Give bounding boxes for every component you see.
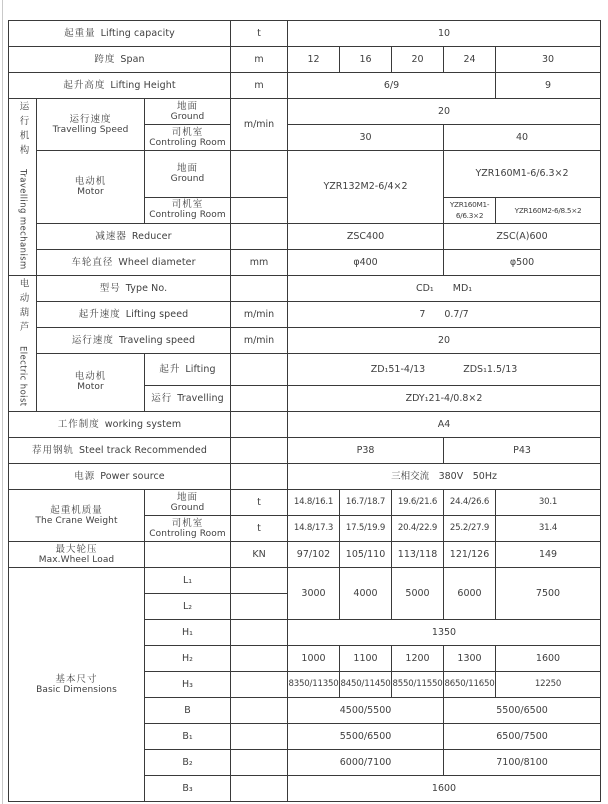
hoist-motor-label-zh: 电动机	[74, 371, 107, 383]
steel-track-value-left: P38	[288, 438, 444, 464]
reducer-label-en: Reducer	[131, 230, 172, 242]
travelling-speed-unit: m/min	[231, 99, 288, 151]
dim-l1-unit-empty	[231, 568, 288, 594]
row-span	[9, 47, 601, 73]
travel-motor-label	[37, 151, 145, 224]
hoist-motor-lifting-sublabel	[145, 353, 231, 386]
crane-weight-cab-value-5: 31.4	[496, 516, 601, 542]
electric-hoist-group-label	[9, 275, 37, 412]
ground-label-en: Ground	[170, 173, 205, 184]
lifting-capacity-value: 10	[288, 21, 601, 47]
dim-b-unit-empty	[231, 698, 288, 724]
dim-b2-value-right: 7100/8100	[444, 750, 601, 776]
reducer-value-right: ZSC(A)600	[444, 223, 601, 249]
hoist-travel-speed-value: 20	[288, 327, 601, 353]
dim-b2-unit-empty	[231, 750, 288, 776]
dim-b3-label: B₃	[145, 776, 231, 802]
dim-h1-value: 1350	[288, 620, 601, 646]
working-system-label-zh: 工作制度	[57, 419, 100, 431]
max-wheel-load-unit: KN	[231, 542, 288, 568]
crane-weight-cab-value-4: 25.2/27.9	[444, 516, 496, 542]
ground-label-en: Ground	[170, 502, 205, 513]
dim-h3-value-5: 12250	[496, 672, 601, 698]
steel-track-label-zh: 荐用钢轨	[32, 445, 75, 457]
controlling-room-label-zh: 司机室	[171, 199, 204, 211]
row-hoist-motor-lifting	[9, 353, 601, 386]
span-label-en: Span	[120, 54, 145, 65]
crane-weight-ground-value-4: 24.4/26.6	[444, 490, 496, 516]
dim-b3-unit-empty	[231, 776, 288, 802]
dim-h3-value-4: 8650/11650	[444, 672, 496, 698]
travel-motor-value-right-bottom-2: YZR160M2-6/8.5×2	[496, 197, 601, 223]
travel-motor-cab-sublabel	[145, 197, 231, 223]
power-source-value: 三相交流 380V 50Hz	[288, 464, 601, 490]
hoist-lifting-speed-label	[37, 301, 231, 327]
span-value-2: 16	[340, 47, 392, 73]
hoist-lifting-speed-unit: m/min	[231, 301, 288, 327]
hoist-travelling-sublabel-en: Travelling	[177, 393, 224, 405]
row-reducer	[9, 223, 601, 249]
crane-weight-cab-value-2: 17.5/19.9	[340, 516, 392, 542]
lifting-height-value-last: 9	[496, 73, 601, 99]
max-wheel-load-value-5: 149	[496, 542, 601, 568]
max-wheel-load-value-4: 121/126	[444, 542, 496, 568]
hoist-motor-travelling-sublabel	[145, 386, 231, 412]
reducer-value-left: ZSC400	[288, 223, 444, 249]
dim-b1-label: B₁	[145, 724, 231, 750]
crane-weight-ground-value-2: 16.7/18.7	[340, 490, 392, 516]
wheel-diameter-label	[37, 249, 231, 275]
electric-hoist-label-zh: 电动葫芦	[17, 277, 29, 336]
max-wheel-load-label-en: Max.Wheel Load	[38, 554, 115, 565]
wheel-diameter-label-zh: 车轮直径	[71, 256, 114, 268]
basic-dimensions-label-zh: 基本尺寸	[55, 673, 98, 685]
row-type-no	[9, 275, 601, 301]
lifting-height-label-en: Lifting Height	[110, 80, 176, 91]
row-working-system	[9, 412, 601, 438]
row-steel-track	[9, 438, 601, 464]
ground-label-zh: 地面	[177, 100, 199, 112]
lifting-height-label	[9, 73, 231, 99]
hoist-travel-speed-label-en: Traveling speed	[118, 334, 196, 346]
steel-track-unit-empty	[231, 438, 288, 464]
controlling-room-label-zh: 司机室	[171, 126, 204, 138]
dim-h3-unit-empty	[231, 672, 288, 698]
hoist-motor-travelling-unit-empty	[231, 386, 288, 412]
ground-label-en: Ground	[170, 111, 205, 122]
hoist-lifting-speed-value: 7 0.7/7	[288, 301, 601, 327]
type-no-label-zh: 型号	[99, 282, 121, 294]
crane-weight-cab-unit: t	[231, 516, 288, 542]
span-value-4: 24	[444, 47, 496, 73]
ground-label-zh: 地面	[177, 162, 199, 174]
span-value-3: 20	[392, 47, 444, 73]
steel-track-value-right: P43	[444, 438, 601, 464]
crane-weight-ground-value-1: 14.8/16.1	[288, 490, 340, 516]
reducer-label	[37, 223, 231, 249]
hoist-travel-speed-label-zh: 运行速度	[71, 334, 114, 346]
hoist-lifting-speed-label-zh: 起升速度	[78, 308, 121, 320]
controlling-room-label-en: Controling Room	[149, 210, 226, 221]
dim-b2-value-left: 6000/7100	[288, 750, 444, 776]
dim-l-value-1: 3000	[288, 568, 340, 620]
crane-weight-ground-unit: t	[231, 490, 288, 516]
dim-h1-label: H₁	[145, 620, 231, 646]
lifting-capacity-label-en: Lifting capacity	[100, 28, 175, 39]
crane-spec-table	[8, 20, 601, 802]
wheel-diameter-unit: mm	[231, 249, 288, 275]
dim-h1-unit-empty	[231, 620, 288, 646]
dim-l-value-5: 7500	[496, 568, 601, 620]
wheel-diameter-label-en: Wheel diameter	[118, 256, 196, 268]
controlling-room-label-en: Controling Room	[149, 137, 226, 148]
basic-dimensions-label-en: Basic Dimensions	[36, 684, 117, 695]
ground-label-zh: 地面	[177, 491, 199, 503]
dim-b2-label: B₂	[145, 750, 231, 776]
dim-l1-label: L₁	[145, 568, 231, 594]
travel-motor-ground-unit-empty	[231, 151, 288, 198]
crane-weight-label-en: The Crane Weight	[35, 515, 118, 526]
crane-weight-label-zh: 起重机质量	[50, 504, 103, 516]
row-lifting-height	[9, 73, 601, 99]
lifting-height-value-main: 6/9	[288, 73, 496, 99]
row-lifting-capacity	[9, 21, 601, 47]
power-source-unit-empty	[231, 464, 288, 490]
hoist-motor-lifting-unit-empty	[231, 353, 288, 386]
type-no-label	[37, 275, 231, 301]
hoist-travel-speed-unit: m/min	[231, 327, 288, 353]
electric-hoist-label-en: Electric hoist	[17, 345, 28, 407]
crane-weight-cab-value-3: 20.4/22.9	[392, 516, 444, 542]
travel-speed-ground-value: 20	[288, 99, 601, 125]
working-system-label	[9, 412, 231, 438]
dim-l2-unit-empty	[231, 594, 288, 620]
crane-weight-label	[9, 490, 145, 542]
travelling-speed-label	[37, 99, 145, 151]
dim-b1-value-left: 5500/6500	[288, 724, 444, 750]
travel-motor-value-left: YZR132M2-6/4×2	[288, 151, 444, 224]
row-travel-speed-ground	[9, 99, 601, 125]
dim-b-label: B	[145, 698, 231, 724]
dim-h2-value-3: 1200	[392, 646, 444, 672]
power-source-label-zh: 电源	[74, 471, 96, 483]
travel-motor-label-zh: 电动机	[74, 175, 107, 187]
travel-speed-cab-value-left: 30	[288, 125, 444, 151]
span-value-1: 12	[288, 47, 340, 73]
steel-track-label-en: Steel track Recommended	[79, 445, 207, 457]
crane-weight-ground-value-5: 30.1	[496, 490, 601, 516]
dim-b3-value: 1600	[288, 776, 601, 802]
hoist-lifting-sublabel-zh: 起升	[159, 363, 181, 375]
max-wheel-load-value-2: 105/110	[340, 542, 392, 568]
dim-h3-label: H₃	[145, 672, 231, 698]
row-max-wheel-load	[9, 542, 601, 568]
span-value-5: 30	[496, 47, 601, 73]
hoist-lifting-sublabel-en: Lifting	[185, 363, 216, 375]
dim-h2-label: H₂	[145, 646, 231, 672]
dim-b1-value-right: 6500/7500	[444, 724, 601, 750]
working-system-unit-empty	[231, 412, 288, 438]
crane-weight-cab-sublabel	[145, 516, 231, 542]
dim-b-value-right: 5500/6500	[444, 698, 601, 724]
hoist-motor-travelling-value: ZDY₁21-4/0.8×2	[288, 386, 601, 412]
travel-motor-ground-sublabel	[145, 151, 231, 198]
max-wheel-load-value-1: 97/102	[288, 542, 340, 568]
row-hoist-travel-speed	[9, 327, 601, 353]
lifting-capacity-label-zh: 起重量	[64, 28, 96, 39]
wheel-diameter-value-left: φ400	[288, 249, 444, 275]
hoist-lifting-speed-label-en: Lifting speed	[125, 308, 189, 320]
crane-weight-ground-sublabel	[145, 490, 231, 516]
reducer-label-zh: 减速器	[95, 230, 127, 242]
dim-l2-label: L₂	[145, 594, 231, 620]
hoist-travel-speed-label	[37, 327, 231, 353]
working-system-label-en: working system	[104, 419, 182, 431]
dim-b-value-left: 4500/5500	[288, 698, 444, 724]
lifting-capacity-label	[9, 21, 231, 47]
controlling-room-label-en: Controling Room	[149, 528, 226, 539]
power-source-label	[9, 464, 231, 490]
dim-h2-value-1: 1000	[288, 646, 340, 672]
lifting-height-unit: m	[231, 73, 288, 99]
dim-h3-value-2: 8450/11450	[340, 672, 392, 698]
dim-h3-value-1: 8350/11350	[288, 672, 340, 698]
dim-h2-value-4: 1300	[444, 646, 496, 672]
travel-motor-value-right-bottom-1: YZR160M1-6/6.3×2	[444, 197, 496, 223]
dim-l-value-2: 4000	[340, 568, 392, 620]
dim-h2-unit-empty	[231, 646, 288, 672]
row-dim-l1	[9, 568, 601, 594]
wheel-diameter-value-right: φ500	[444, 249, 601, 275]
row-power-source	[9, 464, 601, 490]
travelling-speed-label-en: Travelling Speed	[52, 124, 129, 135]
steel-track-label	[9, 438, 231, 464]
hoist-travelling-sublabel-zh: 运行	[151, 393, 173, 405]
dim-h2-value-2: 1100	[340, 646, 392, 672]
controlling-room-label-zh: 司机室	[171, 517, 204, 529]
type-no-value: CD₁ MD₁	[288, 275, 601, 301]
row-wheel-diameter	[9, 249, 601, 275]
travel-motor-label-en: Motor	[77, 186, 104, 197]
basic-dimensions-label	[9, 568, 145, 802]
dim-l-value-4: 6000	[444, 568, 496, 620]
hoist-motor-label	[37, 353, 145, 412]
dim-b1-unit-empty	[231, 724, 288, 750]
travel-motor-value-right-top: YZR160M1-6/6.3×2	[444, 151, 601, 198]
max-wheel-load-label	[9, 542, 145, 568]
dim-h3-value-3: 8550/11550	[392, 672, 444, 698]
span-label	[9, 47, 231, 73]
span-unit: m	[231, 47, 288, 73]
travel-speed-cab-sublabel	[145, 125, 231, 151]
max-wheel-load-label-zh: 最大轮压	[55, 543, 98, 555]
type-no-unit-empty	[231, 275, 288, 301]
lifting-height-label-zh: 起升高度	[63, 80, 106, 91]
crane-weight-ground-value-3: 19.6/21.6	[392, 490, 444, 516]
hoist-motor-lifting-value: ZD₁51-4/13 ZDS₁1.5/13	[288, 353, 601, 386]
dim-l-value-3: 5000	[392, 568, 444, 620]
travelling-mechanism-group-label	[9, 99, 37, 276]
page-scan-edge-line	[2, 0, 3, 804]
lifting-capacity-unit: t	[231, 21, 288, 47]
travelling-mechanism-label-en: Travelling mechanism	[17, 169, 28, 270]
max-wheel-load-value-3: 113/118	[392, 542, 444, 568]
working-system-value: A4	[288, 412, 601, 438]
power-source-label-en: Power source	[100, 471, 165, 483]
travel-motor-cab-unit-empty	[231, 197, 288, 223]
travelling-speed-label-zh: 运行速度	[69, 113, 112, 125]
row-travel-motor-ground	[9, 151, 601, 198]
hoist-motor-label-en: Motor	[77, 382, 104, 393]
travel-speed-ground-sublabel	[145, 99, 231, 125]
row-hoist-lifting-speed	[9, 301, 601, 327]
row-crane-weight-ground	[9, 490, 601, 516]
reducer-unit-empty	[231, 223, 288, 249]
dim-h2-value-5: 1600	[496, 646, 601, 672]
span-label-zh: 跨度	[94, 54, 116, 65]
travel-speed-cab-value-right: 40	[444, 125, 601, 151]
crane-weight-cab-value-1: 14.8/17.3	[288, 516, 340, 542]
max-wheel-load-sublabel-empty	[145, 542, 231, 568]
travelling-mechanism-label-zh: 运行机构	[17, 101, 29, 159]
type-no-label-en: Type No.	[125, 282, 168, 294]
